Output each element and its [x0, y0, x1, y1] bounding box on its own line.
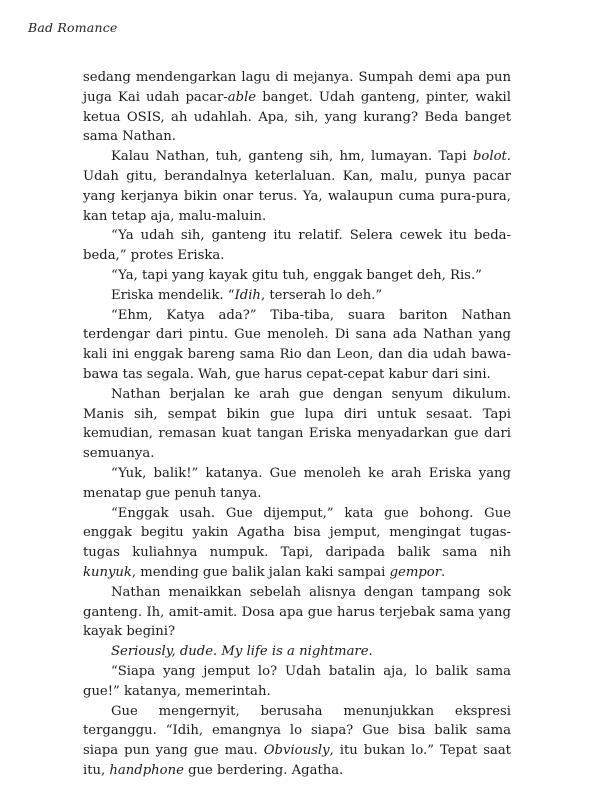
text-segment: sedang mendengarkan lagu di mejanya. Sumpah demi apa pun juga Kai udah pacar-	[83, 70, 511, 105]
paragraph	[83, 642, 511, 662]
italic-text: Idih	[234, 287, 261, 303]
text-segment: Udah gitu, berandalnya keterlaluan. Kan, malu, punya pacar yang kerjanya bikin onar terus. Ya, walaupun cuma pura-pura, kan tetap aja, malu-maluin.	[83, 168, 511, 224]
paragraph	[83, 226, 511, 266]
italic-text: gempor	[389, 564, 442, 580]
italic-text: Seriously, dude. My life is a nightmare.	[111, 644, 373, 660]
text-segment: Gue mengernyit, berusaha menunjukkan ekspresi terganggu. “Idih, emangnya lo siapa? Gue bisa balik sama siapa pun yang gue mau.	[83, 703, 511, 759]
paragraph	[83, 583, 511, 642]
paragraph	[83, 266, 511, 286]
text-segment: Kalau Nathan, tuh, ganteng sih, hm, lumayan. Tapi	[111, 149, 473, 165]
italic-text: handphone	[109, 762, 184, 778]
text-segment: Nathan menaikkan sebelah alisnya dengan tampang sok ganteng. Ih, amit-amit. Dosa apa gue harus terjebak sama yang kayak begini?	[83, 584, 511, 640]
text-segment: , terserah lo deh.”	[260, 287, 383, 303]
paragraph	[83, 68, 511, 147]
paragraph	[83, 702, 511, 781]
text-segment: “Enggak usah. Gue dijemput,” kata gue bohong. Gue enggak begitu yakin Agatha bisa jemput, mengingat tugas-tugas kuliahnya numpuk. Tapi, daripada balik sama nih	[83, 505, 511, 561]
running-header-title: Bad Romance	[28, 20, 118, 35]
text-segment: “Ya, tapi yang kayak gitu tuh, enggak banget deh, Ris.”	[111, 267, 482, 283]
text-segment: , itu bukan lo.” Tepat saat itu,	[83, 743, 511, 778]
italic-text: Obviously	[263, 743, 330, 759]
text-segment: Nathan berjalan ke arah gue dengan senyum dikulum. Manis sih, sempat bikin gue lupa diri untuk sesaat. Tapi kemudian, remasan kuat tangan Eriska menyadarkan gue dari semuanya.	[83, 386, 511, 462]
text-segment: , mending gue balik jalan kaki sampai	[131, 564, 390, 580]
italic-text: bolot.	[472, 149, 511, 165]
text-segment: “Yuk, balik!” katanya. Gue menoleh ke arah Eriska yang menatap gue penuh tanya.	[83, 465, 511, 501]
italic-text: able	[227, 89, 257, 105]
paragraph	[83, 147, 511, 226]
text-segment: Eriska mendelik. “	[111, 287, 235, 303]
text-segment: banget. Udah ganteng, pinter, wakil ketua OSIS, ah udahlah. Apa, sih, yang kurang? Beda banget sama Nathan.	[83, 89, 511, 145]
paragraph	[83, 504, 511, 583]
text-segment: .	[441, 564, 446, 580]
text-segment: “Ya udah sih, ganteng itu relatif. Selera cewek itu beda-beda,” protes Eriska.	[83, 228, 511, 264]
paragraph	[83, 286, 511, 306]
italic-text: kunyuk	[83, 564, 132, 580]
text-segment: “Ehm, Katya ada?” Tiba-tiba, suara bariton Nathan terdengar dari pintu. Gue menoleh. Di sana ada Nathan yang kali ini enggak bareng sama Rio dan Leon, dan dia udah bawa-bawa tas segala. Wah, gue harus cepat-cepat kabur dari sini.	[83, 307, 511, 382]
text-segment: gue berdering. Agatha.	[183, 762, 344, 778]
body-text	[83, 68, 511, 781]
text-segment: “Siapa yang jemput lo? Udah batalin aja, lo balik sama gue!” katanya, memerintah.	[83, 663, 511, 699]
paragraph	[83, 464, 511, 504]
paragraph	[83, 306, 511, 385]
paragraph	[83, 662, 511, 702]
paragraph	[83, 385, 511, 464]
